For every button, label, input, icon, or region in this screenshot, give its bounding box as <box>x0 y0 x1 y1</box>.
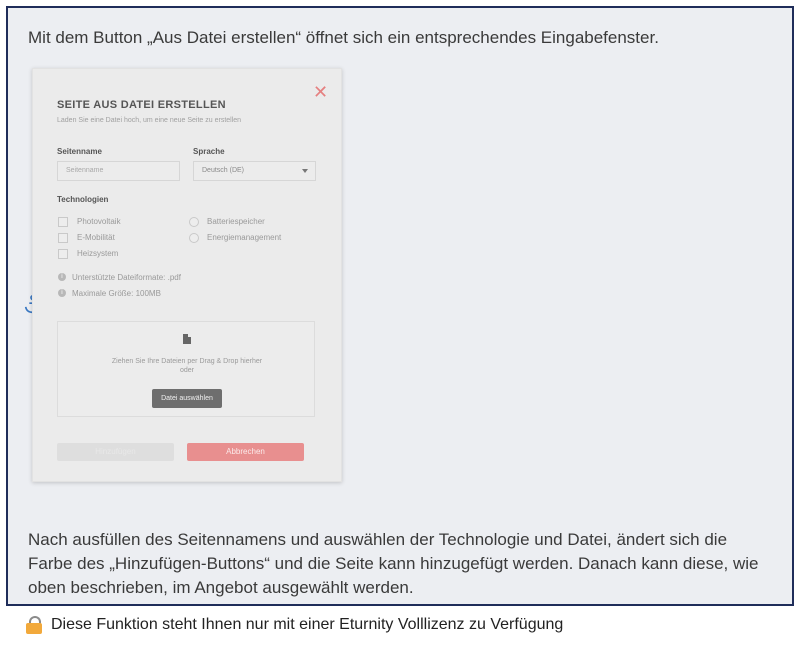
drop-instructions <box>78 357 296 375</box>
choose-file-button[interactable]: Datei auswählen <box>152 389 222 408</box>
outro-text: Nach ausfüllen des Seitennamens und auswählen der Technologie und Datei, ändert sich die Farbe des „Hinzufügen-Buttons“ und die Seite kann hinzugefügt werden. Danach kann diese, wie oben beschrieben, im Angebot ausgewählt werden. <box>28 530 759 597</box>
lock-icon <box>26 616 42 634</box>
info-icon: i <box>58 289 66 297</box>
file-drop-zone[interactable] <box>57 321 315 417</box>
drop-text-or: oder <box>179 367 194 374</box>
option-label: Heizsystem <box>77 249 119 258</box>
language-select[interactable] <box>193 161 316 181</box>
chevron-down-icon <box>302 169 308 173</box>
intro-text: Mit dem Button „Aus Datei erstellen“ öffnet sich ein entsprechendes Eingabefenster. <box>28 28 659 47</box>
info-size: Maximale Größe: 100MB <box>72 289 161 298</box>
info-icon: i <box>58 273 66 281</box>
page-name-input[interactable]: Seitenname <box>57 161 180 181</box>
option-batteriespeicher[interactable] <box>189 217 199 227</box>
create-page-dialog <box>32 68 342 482</box>
page-name-label: Seitenname <box>57 147 102 156</box>
option-energiemanagement[interactable] <box>189 233 199 243</box>
language-label: Sprache <box>193 147 225 156</box>
license-note-text: Diese Funktion steht Ihnen nur mit einer Eturnity Volllizenz zu Verfügung <box>51 616 564 633</box>
checkbox-e-mobilitaet[interactable] <box>58 233 68 243</box>
dialog-subtitle: Laden Sie eine Datei hoch, um eine neue Seite zu erstellen <box>57 117 242 124</box>
info-formats: Unterstützte Dateiformate: .pdf <box>72 273 181 282</box>
option-label: Batteriespeicher <box>207 217 265 226</box>
technologies-label: Technologien <box>57 195 109 204</box>
option-label: E-Mobilität <box>77 233 115 242</box>
cancel-button[interactable]: Abbrechen <box>187 443 304 461</box>
file-icon <box>183 334 191 344</box>
close-icon[interactable]: ✕ <box>313 82 329 102</box>
dialog-title: SEITE AUS DATEI ERSTELLEN <box>57 99 226 111</box>
option-label: Photovoltaik <box>77 217 121 226</box>
option-label: Energiemanagement <box>207 233 282 242</box>
content-panel <box>6 6 794 606</box>
add-button[interactable]: Hinzufügen <box>57 443 174 461</box>
license-note <box>26 616 563 634</box>
checkbox-photovoltaik[interactable] <box>58 217 68 227</box>
drop-text-main: Ziehen Sie Ihre Dateien per Drag & Drop hierher <box>111 358 263 365</box>
checkbox-heizsystem[interactable] <box>58 249 68 259</box>
language-value: Deutsch (DE) <box>202 167 245 174</box>
